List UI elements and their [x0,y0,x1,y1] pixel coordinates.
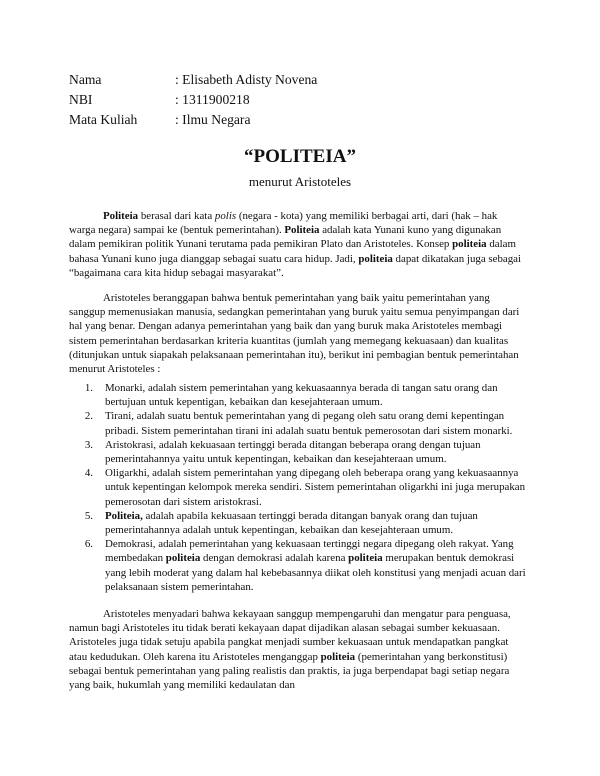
list-number: 2. [84,410,93,423]
text-run: Aristoteles menyadari bahwa kekayaan sanggup mempengaruhi dan mengatur para penguasa, namun bagi Aristoteles itu tidak berati kekayaan dapat dijadikan alasan sebagai sumber kekuasaan. Aristoteles juga tidak setuju apabila pangkat menjadi sumber kekuasaan untuk mendapatkan pangkat atau kedudukan. Oleh karena itu Aristoteles menganggap [69,608,511,663]
term-politeia: politeia [165,552,201,565]
list-item [69,466,526,509]
text-run: (negara - kota) yang memiliki berbagai arti, dari (hak – hak warga negara) sampai ke (bentuk pemerintahan). [69,210,498,237]
term-politeia: politeia [358,252,393,265]
list-item [69,509,526,537]
list-item-text: Tirani, adalah suatu bentuk pemerintahan yang di pegang oleh satu orang demi kepentingan pribadi. Sistem pemerintahan tirani ini adalah suatu bentuk pemerosotan dari sistem monarki. [105,410,513,437]
list-number: 5. [84,509,93,522]
list-number: 1. [84,382,93,394]
info-row-nbi [69,90,317,110]
paragraph-text: Aristoteles beranggapan bahwa bentuk pemerintahan yang baik yaitu pemerintahan yang sanggup memenusiakan manusia, sedangkan pemerintahan yang buruk yaitu semua penyimpangan dari hal yang benar. Dengan adanya pemerintahan yang baik dan yang buruk maka Aristoteles membagi sistem pemerintahan berdasarkan kriteria kuantitas (jumlah yang memegang kekuasaan) dan kualitas (ditunjukan untuk siapakah pelaksanaan pemerintahan itu), berikut ini pembagian bentuk pemerintahan menurut Aristoteles : [69,292,520,376]
text-run: (pemerintahan yang berkonstitusi) sebagai bentuk pemerintahan yang paling realistis dan praktis, ia juga berpendapat bagi setiap negara yang baik, hukumlah yang memiliki kedaulatan dan [69,650,510,692]
list-number: 3. [84,438,93,451]
list-item [69,537,526,594]
text-run: Demokrasi, adalah pemerintahan yang kekuasaan tertinggi negara dipegang oleh rakyat. Yang membedakan [105,538,514,565]
list-item-text: Monarki, adalah sistem pemerintahan yang kekuasaannya berada di tangan satu orang dan bertujuan untuk kepentigan, kebaikan dan kesejahteraan umum. [105,382,498,409]
list-number: 6. [84,538,93,551]
info-row-course [69,110,317,130]
document-title: “POLITEIA” [244,146,356,167]
list-item-text: Oligarkhi, adalah sistem pemerintahan yang dipegang oleh beberapa orang yang kekuasaannya untuk kepentingan kelompok mereka sendiri. Sistem pemerintahan oligarkhi ini juga merupakan pemerosotan dari sistem aristokrasi. [105,467,526,508]
nbi-value: : 1311900218 [175,92,250,107]
term-polis: polis [214,210,237,222]
text-run: adalah apabila kekuasaan tertinggi berada ditangan banyak orang dan tujuan pemerintahannya adalah untuk kepentingan, kebaikan dan kesejahteraan umum. [105,509,478,537]
list-item-text: Aristokrasi, adalah kekuasaan tertinggi berada ditangan beberapa orang dengan tujuan pemerintahannya yaitu untuk kepentingan, kebaikan dan kesejahteraan umum. [105,438,481,466]
list-number: 4. [84,467,93,480]
text-run: dalam bahasa Yunani kuno juga dianggap sebagai suatu cara hidup. Jadi, [69,238,516,265]
paragraph-conclusion [69,607,526,692]
course-value: : Ilmu Negara [175,112,251,127]
government-forms-list [69,381,526,594]
text-run: merupakan bentuk demokrasi yang lebih moderat yang dalam hal kebebasannya diikat oleh konstitusi yang menjadi acuan dari pelaksanaan sistem pemerintahan. [105,552,526,593]
text-run: berasal dari kata [138,210,215,222]
term-politeia: Politeia, [105,509,143,522]
info-row-name [69,70,317,90]
document-subtitle: menurut Aristoteles [248,174,352,189]
term-politeia: Politeia [103,210,139,222]
list-item [69,438,526,466]
student-info [69,70,317,130]
paragraph-intro [69,209,526,280]
text-run: adalah kata Yunani kuno yang digunakan dalam pemikiran politik Yunani terutama pada pemikiran Plato dan Aristoteles. Konsep [69,224,502,251]
text-run: dapat dikatakan juga sebagai “bagaimana cara kita hidup sebagai masyarakat”. [69,252,522,279]
course-label: Mata Kuliah [69,112,138,127]
nbi-label: NBI [69,92,93,107]
term-politeia: politeia [320,650,356,663]
text-run: dengan demokrasi adalah karena [200,552,349,565]
name-label: Nama [69,72,102,87]
term-politeia: Politeia [284,224,320,237]
name-value: : Elisabeth Adisty Novena [175,72,318,87]
paragraph-classification [69,291,526,376]
list-item [69,409,526,437]
list-item-text [105,509,526,537]
term-politeia: politeia [452,238,487,251]
term-politeia: politeia [348,552,383,565]
list-item-text [105,537,526,594]
list-item [69,381,526,409]
